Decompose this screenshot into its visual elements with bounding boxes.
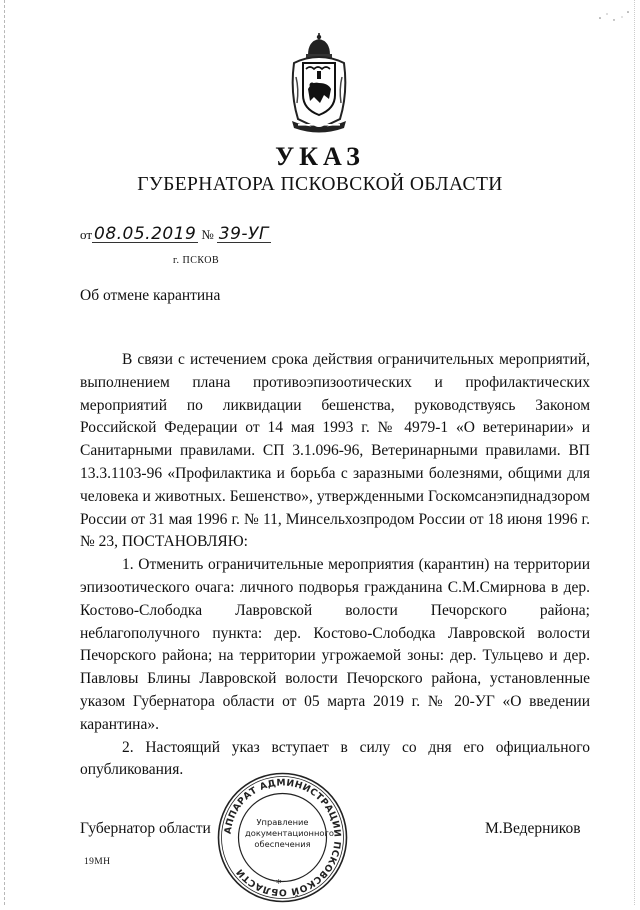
stamp-line-3: обеспечения	[254, 839, 311, 849]
stamp-center-text	[245, 817, 334, 850]
pskov-coat-of-arms-icon	[284, 33, 354, 135]
item-1-paragraph: 1. Отменить ограничительные мероприятия (карантин) на территории эпизоотического очага: личного подворья гражданина С.М.Смирнова в дер. Костово-Слободка Лавровской волости Печорского района; неблагополучного пункта: дер. Костово-Слободка Лавровской волости Печорского района; на территории угрожаемой зоны: дер. Тульцево и дер. Павловы Блины Лавровской волости Печорского района, установленные указом Губернатора области от 05 марта 2019 г. № 20-УГ «О введении карантина».	[80, 556, 590, 733]
scan-edge-right	[634, 0, 635, 905]
issuer-heading: ГУБЕРНАТОРА ПСКОВСКОЙ ОБЛАСТИ	[137, 174, 503, 195]
subject-line: Об отмене карантина	[80, 287, 221, 304]
item-2-paragraph: 2. Настоящий указ вступает в силу со дня его официального опубликования.	[80, 738, 590, 779]
scan-specks	[596, 8, 632, 26]
registration-line	[80, 226, 271, 243]
document-code: 19МН	[84, 857, 111, 867]
handwritten-number: 39-УГ	[218, 224, 269, 244]
scan-edge-left	[4, 0, 5, 905]
signer-name: М.Ведерников	[485, 820, 581, 837]
stamp-line-1: Управление	[256, 817, 309, 827]
decree-title: УКАЗ	[275, 142, 365, 171]
handwritten-date: 08.05.2019	[94, 224, 197, 244]
signer-title: Губернатор области	[80, 820, 211, 837]
number-prefix: №	[201, 227, 214, 242]
city-label: г. ПСКОВ	[173, 255, 220, 266]
decree-body	[80, 349, 590, 782]
stamp-ring-text: АППАРАТ АДМИНИСТРАЦИИ ПСКОВСКОЙ ОБЛАСТИ	[222, 777, 343, 898]
preamble-paragraph: В связи с истечением срока действия ограничительных мероприятий, выполнением плана противоэпизоотических и профилактических мероприятий по ликвидации бешенства, руководствуясь Законом Российской Федерации от 14 мая 1993 г. № 4979-1 «О ветеринарии» и Санитарными правилами. СП 3.1.096-96, Ветеринарными правилами. ВП 13.3.1103-96 «Профилактика и борьба с заразными болезнями, общими для человека и животных. Бешенство», утвержденными Госкомсанэпиднадзором России от 31 мая 1996 г. № 11, Минсельхозпродом России от 18 июня 1996 г. № 23, ПОСТАНОВЛЯЮ:	[80, 351, 590, 551]
date-prefix: от	[80, 227, 93, 242]
stamp-star-icon: *	[276, 877, 282, 890]
office-stamp	[215, 770, 350, 905]
stamp-line-2: документационного	[245, 828, 334, 838]
